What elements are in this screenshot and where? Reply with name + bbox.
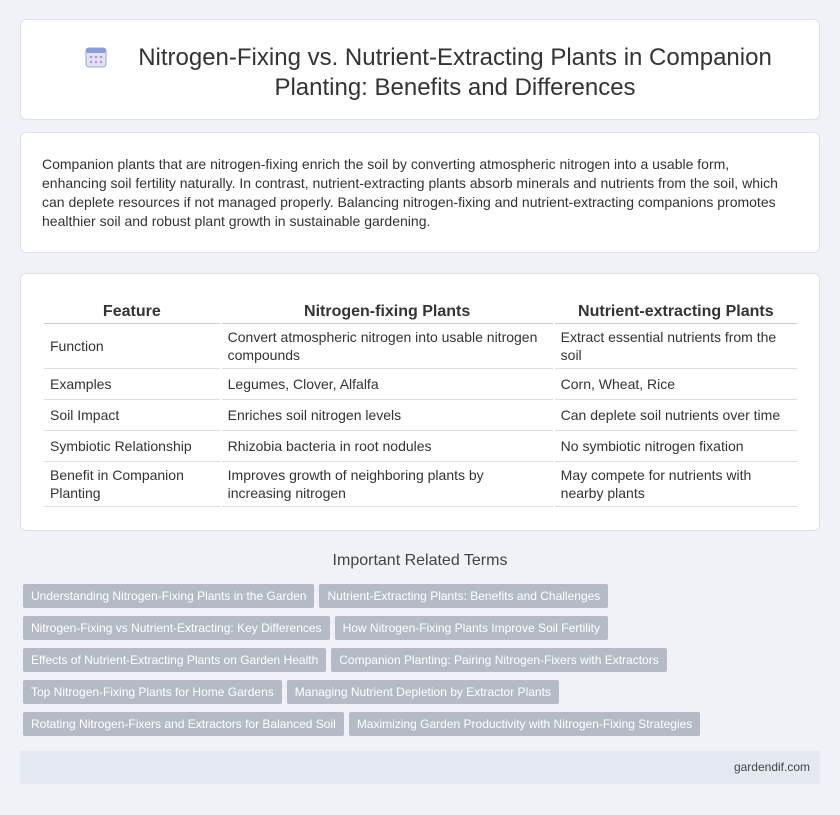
related-term-tag[interactable]: Companion Planting: Pairing Nitrogen-Fixers with Extractors bbox=[331, 648, 666, 672]
cell-feature: Examples bbox=[44, 369, 220, 400]
related-term-tag[interactable]: Maximizing Garden Productivity with Nitrogen-Fixing Strategies bbox=[349, 712, 700, 736]
cell-nitrogen-fixing: Enriches soil nitrogen levels bbox=[222, 400, 553, 431]
related-term-tag[interactable]: Effects of Nutrient-Extracting Plants on Garden Health bbox=[23, 648, 326, 672]
table-row bbox=[44, 324, 797, 369]
related-term-tag[interactable]: Top Nitrogen-Fixing Plants for Home Gardens bbox=[23, 680, 282, 704]
cell-feature: Benefit in Companion Planting bbox=[44, 462, 220, 507]
related-term-tag[interactable]: Understanding Nitrogen-Fixing Plants in the Garden bbox=[23, 584, 314, 608]
header-nitrogen-fixing: Nitrogen-fixing Plants bbox=[222, 294, 553, 324]
intro-card bbox=[20, 132, 820, 253]
related-term-tag[interactable]: Nitrogen-Fixing vs Nutrient-Extracting: Key Differences bbox=[23, 616, 330, 640]
related-term-tag[interactable]: Rotating Nitrogen-Fixers and Extractors for Balanced Soil bbox=[23, 712, 344, 736]
related-terms-list bbox=[23, 584, 803, 744]
comparison-table bbox=[42, 294, 799, 507]
cell-nitrogen-fixing: Rhizobia bacteria in root nodules bbox=[222, 431, 553, 462]
related-term-tag[interactable]: Managing Nutrient Depletion by Extractor Plants bbox=[287, 680, 559, 704]
cell-feature: Soil Impact bbox=[44, 400, 220, 431]
intro-paragraph: Companion plants that are nitrogen-fixing enrich the soil by converting atmospheric nitrogen into a usable form, enhancing soil fertility naturally. In contrast, nutrient-extracting plants absorb minerals and nutrients from the soil, which can deplete resources if not managed properly. Balancing nitrogen-fixing and nutrient-extracting companions promotes healthier soil and robust plant growth in sustainable gardening. bbox=[42, 156, 778, 229]
header-feature: Feature bbox=[44, 294, 220, 324]
footer bbox=[20, 751, 820, 784]
header-nutrient-extracting: Nutrient-extracting Plants bbox=[555, 294, 797, 324]
cell-feature: Function bbox=[44, 324, 220, 369]
cell-nutrient-extracting: May compete for nutrients with nearby plants bbox=[555, 462, 797, 507]
cell-nutrient-extracting: Can deplete soil nutrients over time bbox=[555, 400, 797, 431]
site-link[interactable]: gardendif.com bbox=[733, 760, 810, 774]
related-terms-title: Important Related Terms bbox=[332, 552, 508, 569]
table-row bbox=[44, 431, 797, 462]
table-row bbox=[44, 369, 797, 400]
cell-nutrient-extracting: Corn, Wheat, Rice bbox=[555, 369, 797, 400]
comparison-card bbox=[20, 273, 820, 531]
table-row bbox=[44, 400, 797, 431]
related-term-tag[interactable]: How Nitrogen-Fixing Plants Improve Soil Fertility bbox=[335, 616, 608, 640]
page-title: Nitrogen-Fixing vs. Nutrient-Extracting Plants in Companion Planting: Benefits and Differences bbox=[138, 44, 772, 101]
cell-nitrogen-fixing: Legumes, Clover, Alfalfa bbox=[222, 369, 553, 400]
cell-nitrogen-fixing: Convert atmospheric nitrogen into usable nitrogen compounds bbox=[222, 324, 553, 369]
cell-nutrient-extracting: No symbiotic nitrogen fixation bbox=[555, 431, 797, 462]
cell-nitrogen-fixing: Improves growth of neighboring plants by increasing nitrogen bbox=[222, 462, 553, 507]
calendar-icon bbox=[85, 46, 107, 68]
cell-feature: Symbiotic Relationship bbox=[44, 431, 220, 462]
table-header-row bbox=[44, 294, 797, 324]
related-term-tag[interactable]: Nutrient-Extracting Plants: Benefits and Challenges bbox=[319, 584, 608, 608]
cell-nutrient-extracting: Extract essential nutrients from the soil bbox=[555, 324, 797, 369]
header-card bbox=[20, 19, 820, 120]
table-row bbox=[44, 462, 797, 507]
